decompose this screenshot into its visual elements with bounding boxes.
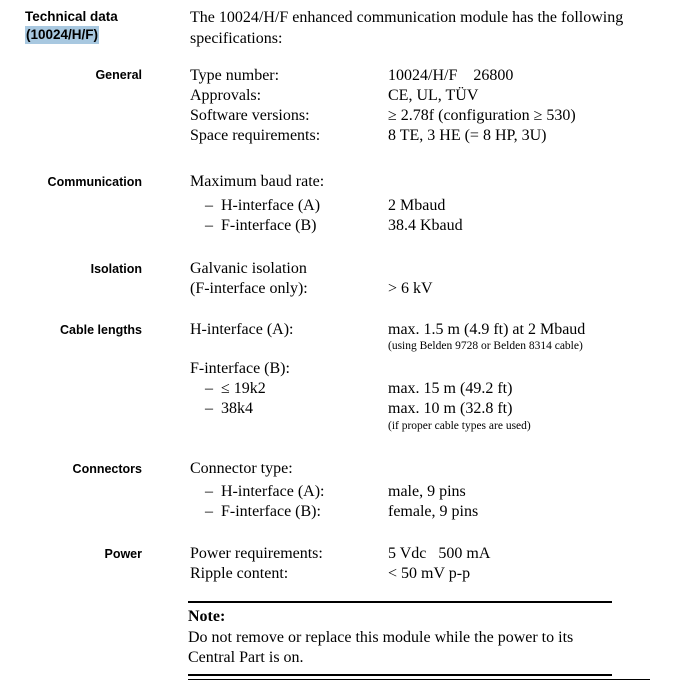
spec-item-connector-h-interface: – H-interface (A):	[205, 483, 325, 500]
spec-value-ripple-content: < 50 mV p-p	[388, 565, 471, 582]
spec-item-h-interface-baud: – H-interface (A)	[205, 197, 321, 214]
spec-value-type-number: 10024/H/F 26800	[388, 67, 514, 84]
spec-item-f-interface-baud: – F-interface (B)	[205, 217, 317, 234]
note-rule-bottom	[188, 674, 612, 676]
section-label-connectors: Connectors	[72, 462, 142, 476]
spec-item-space-requirements: Space requirements:	[190, 127, 321, 144]
section-label-general: General	[95, 68, 142, 82]
section-label-communication: Communication	[47, 175, 142, 189]
spec-item-type-number: Type number:	[190, 67, 280, 84]
section-label-power: Power	[104, 547, 142, 561]
spec-item-software-versions: Software versions:	[190, 107, 310, 124]
spec-value-cable-38k4: max. 10 m (32.8 ft)	[388, 400, 513, 417]
spec-value-software-versions: ≥ 2.78f (configuration ≥ 530)	[388, 107, 576, 124]
spec-item-f-interface-only: (F-interface only):	[190, 280, 308, 297]
spec-value-connector-f-interface: female, 9 pins	[388, 503, 479, 520]
spec-item-galvanic-isolation: Galvanic isolation	[190, 260, 307, 277]
spec-item-ripple-content: Ripple content:	[190, 565, 289, 582]
spec-value-h-interface-baud: 2 Mbaud	[388, 197, 446, 214]
spec-value-approvals: CE, UL, TÜV	[388, 87, 479, 104]
spec-value-f-interface-baud: 38.4 Kbaud	[388, 217, 463, 234]
spec-value-cable-h-interface: max. 1.5 m (4.9 ft) at 2 Mbaud	[388, 321, 586, 338]
note-block	[188, 601, 612, 676]
spec-value-power-requirements: 5 Vdc 500 mA	[388, 545, 491, 562]
section-label-isolation: Isolation	[90, 262, 142, 276]
spec-item-cable-h-interface: H-interface (A):	[190, 321, 294, 338]
spec-value-space-requirements: 8 TE, 3 HE (= 8 HP, 3U)	[388, 127, 547, 144]
page-title-highlighted-model: (10024/H/F)	[26, 27, 99, 42]
spec-item-cable-19k2: – ≤ 19k2	[205, 380, 266, 397]
spec-item-power-requirements: Power requirements:	[190, 545, 323, 562]
note-title: Note:	[188, 608, 226, 625]
page-footer-rule	[188, 679, 650, 680]
spec-value-connector-h-interface: male, 9 pins	[388, 483, 466, 500]
spec-item-cable-f-interface: F-interface (B):	[190, 360, 290, 377]
spec-item-cable-38k4: – 38k4	[205, 400, 253, 417]
section-label-cable-lengths: Cable lengths	[60, 323, 142, 337]
spec-note-belden-cable: (using Belden 9728 or Belden 8314 cable)	[388, 340, 583, 352]
intro-paragraph: The 10024/H/F enhanced communication module has the following specifications:	[190, 9, 624, 47]
note-body	[188, 603, 612, 674]
spec-item-connector-f-interface: – F-interface (B):	[205, 503, 321, 520]
spec-note-proper-cable-types: (if proper cable types are used)	[388, 420, 531, 432]
page-title	[25, 8, 185, 44]
spec-item-approvals: Approvals:	[190, 87, 262, 104]
note-text: Do not remove or replace this module while the power to its Central Part is on.	[188, 628, 574, 666]
spec-value-isolation-voltage: > 6 kV	[388, 280, 433, 297]
spec-value-cable-19k2: max. 15 m (49.2 ft)	[388, 380, 513, 397]
spec-item-maximum-baud-rate: Maximum baud rate:	[190, 173, 325, 190]
page-title-line1: Technical data	[25, 9, 118, 24]
spec-item-connector-type: Connector type:	[190, 460, 293, 477]
